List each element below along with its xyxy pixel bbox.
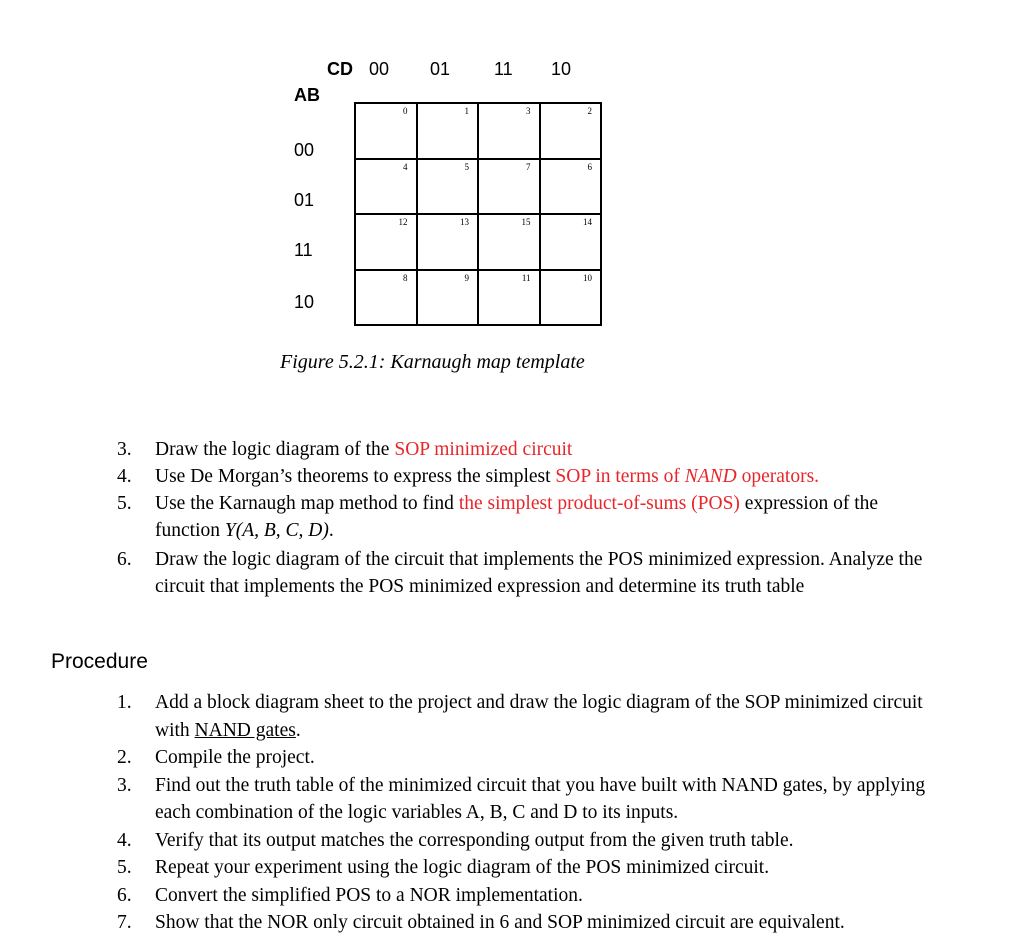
karnaugh-map-figure: [0, 0, 1024, 400]
list-text: Repeat your experiment using the logic diagram of the POS minimized circuit.: [155, 857, 770, 878]
procedure-heading: Procedure: [51, 650, 148, 673]
list-number: 3.: [117, 774, 132, 796]
cell-index: 8: [403, 272, 408, 283]
cell-index: 0: [403, 106, 408, 116]
kmap-cell: [355, 270, 417, 326]
row-label-11: 11: [294, 240, 313, 260]
list-number: 1.: [117, 692, 132, 713]
list-text: .: [328, 520, 334, 541]
kmap-cell: [417, 103, 479, 159]
list-item: [117, 744, 957, 772]
cell-index: 2: [587, 106, 592, 116]
list-text: Draw the logic diagram of the: [155, 439, 395, 460]
kmap-cell: [540, 214, 602, 270]
list-text: expression of the function: [155, 493, 879, 541]
kmap-cell: [355, 103, 417, 159]
list-number: 5.: [117, 857, 132, 878]
list-item: [117, 827, 957, 855]
list-text: Use De Morgan’s theorems to express the simplest: [155, 466, 556, 487]
kmap-grid: [354, 102, 602, 326]
procedure-list: [117, 689, 957, 937]
row-label-01: 01: [294, 190, 315, 210]
list-item: [117, 463, 947, 490]
ab-header: AB: [294, 85, 320, 105]
list-text: .: [295, 719, 301, 741]
task-list: [117, 436, 947, 600]
cell-index: 12: [398, 217, 408, 227]
highlight-text-nand: NAND: [684, 466, 737, 487]
kmap-cell: [355, 214, 417, 270]
highlight-text: operators.: [736, 466, 820, 487]
cell-index: 5: [464, 161, 469, 172]
list-text: Verify that its output matches the corresponding output from the given truth table.: [155, 829, 794, 851]
list-text: Convert the simplified POS to a NOR implementation.: [155, 884, 583, 906]
cell-index: 7: [526, 161, 531, 172]
cd-header: CD: [327, 59, 353, 79]
cell-index: 4: [403, 161, 408, 172]
list-number: 4.: [117, 829, 132, 851]
kmap-cell: [417, 270, 479, 326]
list-text: Draw the logic diagram of the circuit that implements the POS minimized expression. Analyze the circuit that implements the POS minimized expression and determine its truth table: [155, 549, 923, 597]
kmap-cell: [478, 159, 540, 215]
list-text: Add a block diagram sheet to the project and draw the logic diagram of the SOP minimized circuit with: [155, 692, 923, 741]
cell-index: 11: [521, 272, 531, 283]
list-number: 6.: [117, 884, 132, 906]
kmap-cell: [540, 270, 602, 326]
list-item: [117, 909, 957, 937]
list-number: 3.: [117, 439, 132, 460]
list-item: [117, 854, 957, 882]
highlight-text: SOP minimized circuit: [394, 439, 573, 460]
kmap-cell: [540, 159, 602, 215]
kmap-cell: [417, 214, 479, 270]
list-text: Compile the project.: [155, 747, 315, 768]
kmap-cell: [540, 103, 602, 159]
list-text: Use the Karnaugh map method to find: [155, 493, 459, 514]
list-text: Find out the truth table of the minimized circuit that you have built with NAND gates, by applying each combination of the logic variables A, B, C and D to its inputs.: [155, 774, 926, 823]
list-number: 2.: [117, 747, 132, 768]
list-item: [117, 546, 947, 600]
highlight-text: the simplest product-of-sums (POS): [458, 493, 740, 514]
kmap-cell: [478, 214, 540, 270]
cell-index: 1: [464, 106, 469, 116]
list-item: [117, 490, 947, 544]
cell-index: 13: [460, 217, 469, 227]
kmap-cell: [417, 159, 479, 215]
cell-index: 6: [587, 161, 592, 172]
list-number: 4.: [117, 466, 132, 487]
cell-index: 3: [526, 106, 531, 116]
list-item: [117, 689, 957, 744]
list-number: 5.: [117, 493, 132, 514]
col-label-01: 01: [430, 59, 451, 79]
cell-index: 9: [464, 272, 469, 283]
row-label-10: 10: [294, 292, 315, 312]
cell-index: 10: [583, 272, 592, 283]
list-text: Show that the NOR only circuit obtained in 6 and SOP minimized circuit are equivalent.: [155, 912, 845, 933]
underlined-text: NAND gates: [194, 719, 296, 741]
list-item: [117, 882, 957, 910]
function-expression: Y(A, B, C, D): [224, 520, 329, 541]
kmap-cell: [478, 103, 540, 159]
cell-index: 15: [521, 217, 531, 227]
kmap-cell: [478, 270, 540, 326]
highlight-text: SOP in terms of: [555, 466, 685, 487]
list-item: [117, 436, 947, 463]
kmap-cell: [355, 159, 417, 215]
cell-index: 14: [583, 217, 592, 227]
list-number: 7.: [117, 912, 132, 933]
col-label-10: 10: [551, 59, 572, 79]
list-number: 6.: [117, 549, 132, 570]
col-label-00: 00: [369, 59, 390, 79]
col-label-11: 11: [494, 59, 513, 79]
list-item: [117, 772, 957, 827]
figure-caption: Figure 5.2.1: Karnaugh map template: [280, 351, 585, 373]
row-label-00: 00: [294, 140, 315, 160]
